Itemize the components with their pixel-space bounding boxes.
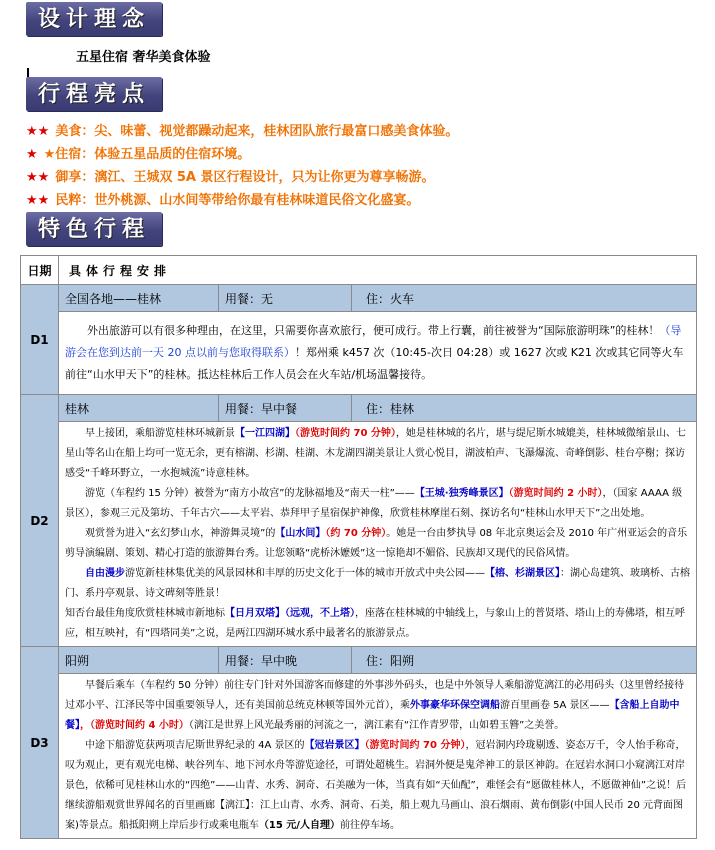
desc-text: 。她是一台由梦执导 08 年北京奥运会及 2010 年广州亚运会的音乐剪导演编剧、策划、精心打造的旅游舞台秀。让您领略“虎桥沐嬷媛”这一惊艳却不媚俗、民族却又现代的民俗风情。 — [65, 528, 688, 559]
attraction-name: 【山水间】 — [275, 528, 326, 539]
day-summary-row — [21, 395, 697, 422]
star-icon: ★ — [26, 147, 38, 162]
desc-text: 中途下船游览获两项吉尼斯世界纪录的 4A 景区的 — [85, 740, 305, 751]
visit-note: （远观，不上塔） — [285, 608, 355, 619]
day-description — [59, 312, 697, 395]
desc-text: 前往停车场。 — [339, 820, 400, 831]
concept-text: 五星住宿 奢华美食体验 — [76, 50, 211, 65]
day-description — [59, 674, 697, 839]
guide-note: （导游会在您到达前一天 20 点以前与您取得联系） — [65, 324, 682, 359]
day-stay: 住：阳朔 — [352, 647, 697, 674]
fee-note: （15 元/人自理） — [258, 820, 340, 831]
itinerary-table — [20, 255, 697, 839]
highlight-text: 御享：漓江、王城双 5A 景区行程设计，只为让你更为尊享畅游。 — [55, 170, 435, 185]
concept-section-banner — [26, 2, 162, 36]
day-detail-row — [21, 312, 697, 395]
desc-text: 观赏誉为进入“玄幻梦山水，神游舞灵境”的 — [85, 528, 276, 539]
day-meals: 用餐：无 — [219, 285, 352, 312]
day-meals: 用餐：早中餐 — [219, 395, 352, 422]
attraction-name: 【日月双塔】 — [225, 608, 285, 619]
day-route: 全国各地——桂林 — [59, 285, 219, 312]
free-walk-label: 自由漫步 — [85, 568, 125, 579]
star-icon: ★★ — [26, 170, 50, 185]
highlights-section-title: 行程亮点 — [37, 81, 150, 107]
desc-text: ，她是桂林城的名片，堪与缇尼斯水城媲美，桂林城微缩景山、七星山等名山在船上均可一览无余，更有榕湖、杉湖、桂湖、木龙湖四湖美景让人赏心悦目，湖波柏声、飞瀑爆流、奇峰倒影、桂台亭榭；探访感受“千峰环野立，一水抱城流”诗意桂林。 — [65, 428, 686, 479]
highlight-item — [26, 143, 250, 162]
meal-note: 【含船上自助中餐】 — [65, 700, 680, 731]
table-header-row — [21, 256, 697, 285]
desc-text: （漓江是世界上风光最秀丽的河流之一，漓江素有“江作青罗带，山如碧玉簪”之美誉。 — [188, 720, 565, 731]
desc-text: ，座落在桂林城的中轴线上，与象山上的普贤塔、塔山上的寿佛塔，相互呼应，相互映衬，有“四塔同美”之说，是两江四湖环城水系中最著名的旅游景点。 — [65, 608, 685, 639]
desc-text: 外出旅游可以有很多种理由，在这里，只需要你喜欢旅行，便可成行。带上行囊，前往被誉为“国际旅游明珠”的桂林！ — [87, 324, 660, 337]
duration-note: ，（游览时间约 4 小时） — [80, 720, 189, 731]
concept-section-title: 设计理念 — [37, 6, 150, 32]
day-description — [59, 422, 697, 647]
header-day: 日期 — [21, 256, 59, 285]
star-icon: ★★ — [26, 124, 50, 139]
day-label: D3 — [21, 647, 59, 839]
day-stay: 住：火车 — [352, 285, 697, 312]
attraction-name: 【榕、杉湖景区】 — [485, 568, 560, 579]
desc-text: 早餐后乘车（车程约 50 分钟）前往专门针对外国游客而修建的外事涉外码头，也是中外领导人乘船游览漓江的必用码头（这里曾经接待过邓小平、江泽民等中国重要领导人，还有美国前总统克林顿等国外元首），乘 — [65, 680, 685, 711]
duration-note: （约 70 分钟） — [325, 528, 387, 539]
highlight-text: ★住宿：体验五星品质的住宿环境。 — [43, 147, 251, 162]
desc-text: 知否台最佳角度欣赏桂林城市新地标 — [65, 608, 225, 619]
day-label: D1 — [21, 285, 59, 395]
duration-note: （游览时间约 2 小时） — [508, 488, 603, 499]
attraction-name: 【王城·独秀峰景区】 — [414, 488, 509, 499]
desc-text: 游百里画卷 5A 景区—— — [500, 700, 610, 711]
desc-text: 游览新桂林集优美的风景园林和丰厚的历史文化于一体的城市开放式中央公园—— — [125, 568, 485, 579]
itinerary-section-banner — [26, 212, 162, 246]
attraction-name: 【冠岩景区】 — [304, 740, 365, 751]
header-plan: 具体行程安排 — [59, 256, 697, 285]
desc-text: ，（国家 AAAA 级景区），参观三元及第坊、千年古穴——太平岩、恭拜甲子星宿保护神像，欣赏桂林摩崖石刻、探访名句“桂林山水甲天下”之出处地。 — [65, 488, 683, 519]
day-summary-row — [21, 285, 697, 312]
duration-note: （游览时间约 70 分钟） — [295, 428, 396, 439]
attraction-name: 【一江四湖】 — [235, 428, 295, 439]
duration-note: （游览时间约 70 分钟） — [364, 740, 466, 751]
day-detail-row — [21, 422, 697, 647]
day-meals: 用餐：早中晚 — [219, 647, 352, 674]
highlight-text: 美食：尖、味蕾、视觉都躁动起来，桂林团队旅行最富口感美食体验。 — [55, 124, 459, 139]
day-stay: 住：桂林 — [352, 395, 697, 422]
highlight-item — [26, 166, 434, 185]
highlight-item — [26, 120, 458, 139]
day-route: 桂林 — [59, 395, 219, 422]
day-route: 阳朔 — [59, 647, 219, 674]
desc-text: ！郑州乘 k457 次（10:45-次日 04:28）或 1627 次或 K21 次或其它同等火车前往“山水甲天下”的桂林。抵达桂林后工作人员会在火车站/机场温馨接待。 — [65, 346, 684, 381]
day-label: D2 — [21, 395, 59, 647]
itinerary-section-title: 特色行程 — [37, 216, 150, 242]
highlight-text: 民粹：世外桃源、山水间等带给你最有桂林味道民俗文化盛宴。 — [55, 193, 420, 208]
desc-text: 早上接团，乘船游览桂林环城新景 — [85, 428, 235, 439]
desc-text: 游览（车程约 15 分钟）被誉为“南方小故宫”的龙脉福地及“南天一柱”—— — [85, 488, 415, 499]
day-detail-row — [21, 674, 697, 839]
boat-type: 外事豪华环保空调船 — [410, 700, 500, 711]
highlights-section-banner — [26, 77, 162, 111]
desc-text: ，冠岩洞内玲珑剔透、姿态万千，令人怡手称奇，叹为观止，更有观光电梯、峡谷列车、地下河水舟等游览途径，可谓处超桃生。岩洞外便是鬼斧神工的景区神韵。在冠岩水洞口小窥漓江对岸景色，依稀可见桂林山水的“四绝”——山青、水秀、洞奇、石美融为一体，当真有如“天仙配”，难怪会有“愿做桂林人，不愿做神仙”之说！后继续游船观赏世界闻名的百里画廊【漓江】：江上山青、水秀、洞奇、石美，船上观九马画山、浪石烟雨、黄布倒影(中国人民币 20 元背面图案)等景点。船抵阳朔上岸后步行或乘电瓶车 — [65, 740, 687, 831]
day-summary-row — [21, 647, 697, 674]
star-icon: ★★ — [26, 193, 50, 208]
highlight-item — [26, 189, 419, 208]
desc-text: ：湖心岛建筑、玻璃桥、古榕门、系丹亭观景、诗文碑刻等胜景！ — [65, 568, 690, 599]
